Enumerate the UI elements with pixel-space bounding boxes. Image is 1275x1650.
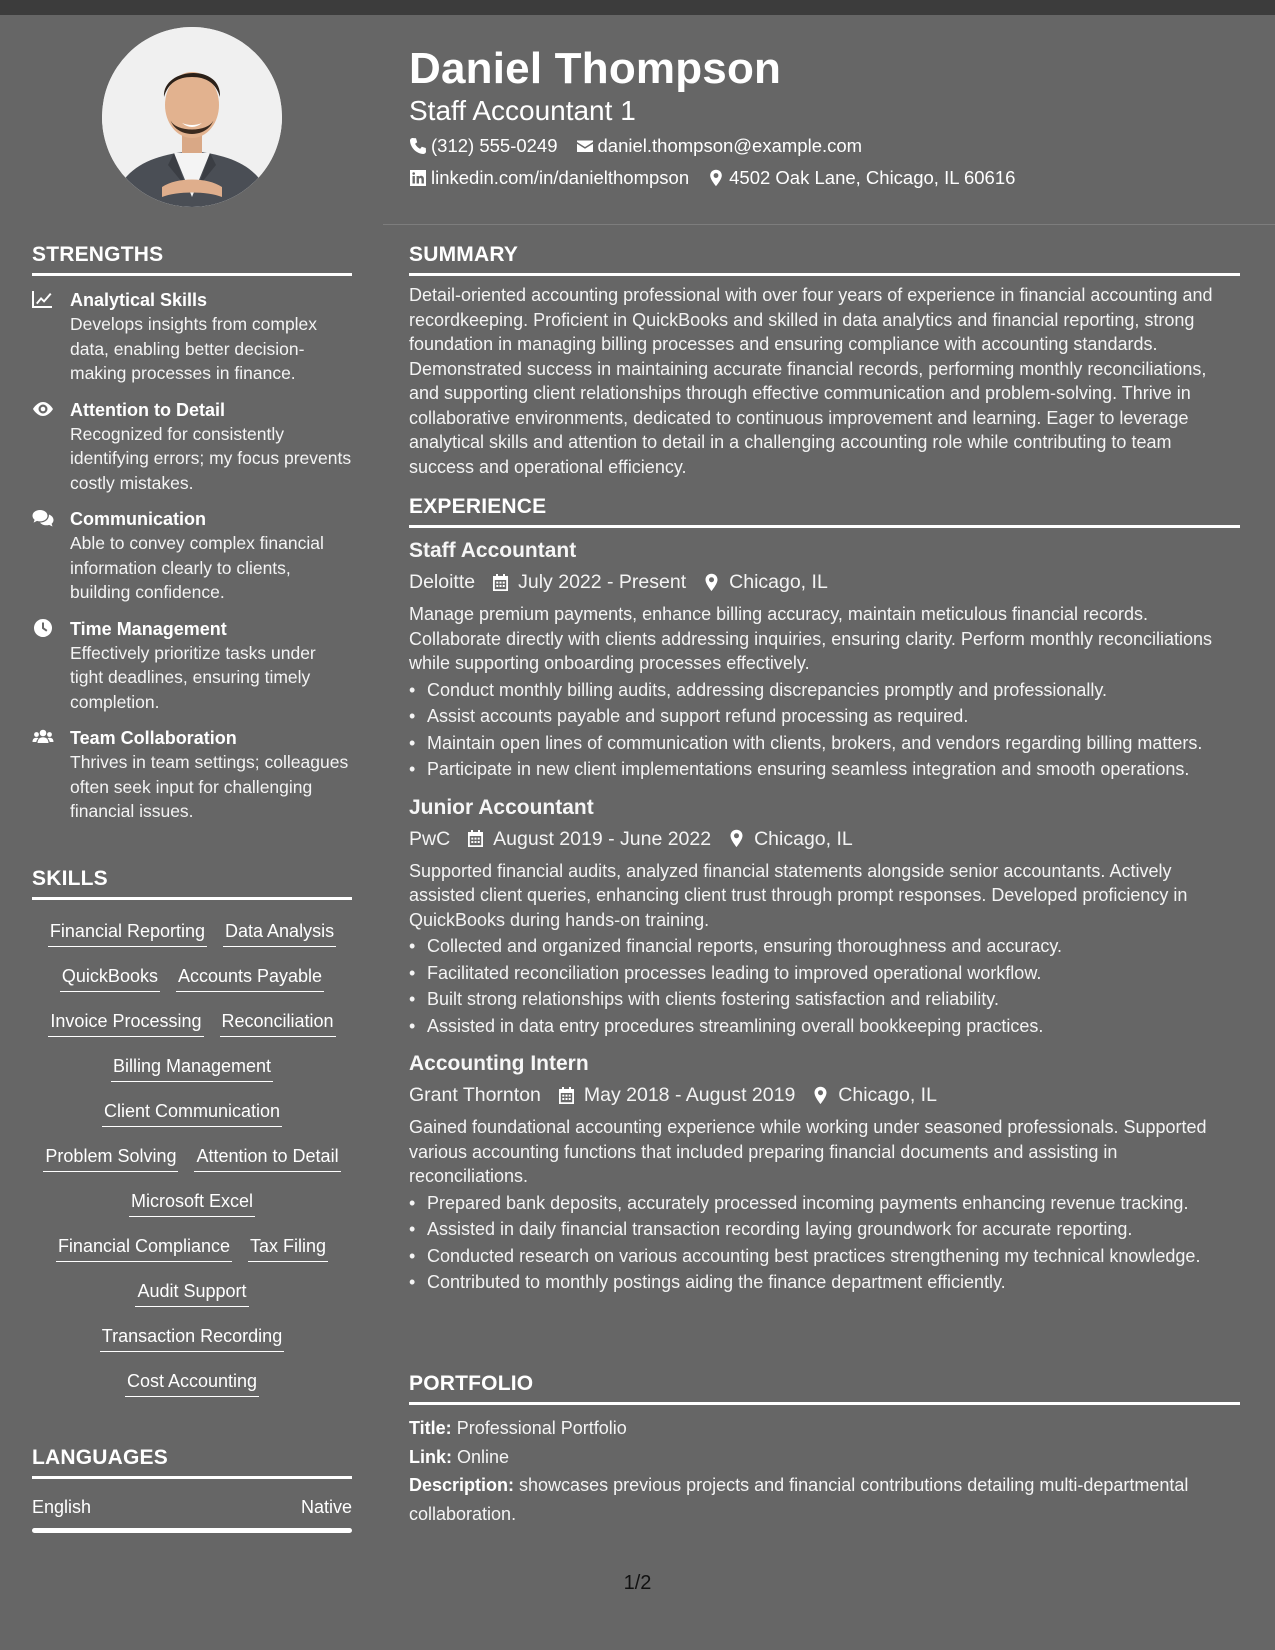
job-bullet: • Built strong relationships with clients fostering satisfaction and reliability. <box>409 987 1240 1012</box>
skills-list <box>32 910 352 1405</box>
job-bullet: • Maintain open lines of communication with clients, brokers, and vendors regarding billing matters. <box>409 731 1240 756</box>
clock-icon <box>32 618 56 640</box>
map-marker-icon <box>698 573 729 592</box>
skill-tag: QuickBooks <box>60 964 160 992</box>
job-entry-title: Staff Accountant <box>409 539 577 562</box>
job-entry <box>409 1050 1240 1295</box>
job-bullets <box>409 1191 1240 1295</box>
envelope-icon <box>576 137 594 155</box>
summary-section <box>409 243 1240 479</box>
skill-tag: Cost Accounting <box>125 1369 259 1397</box>
language-level: Native <box>300 1497 352 1517</box>
comments-icon <box>32 508 56 530</box>
skill-tag: Client Communication <box>102 1099 282 1127</box>
skill-tag: Invoice Processing <box>48 1009 203 1037</box>
skill-tag: Audit Support <box>135 1279 248 1307</box>
company-name: PwC <box>409 827 451 850</box>
portfolio-title-value: Professional Portfolio <box>456 1418 627 1438</box>
skill-tag: Attention to Detail <box>194 1144 340 1172</box>
skill-tag: Microsoft Excel <box>129 1189 255 1217</box>
email-contact[interactable] <box>576 135 863 157</box>
portfolio-desc-value: showcases previous projects and financial contributions detailing multi-departmental collaboration. <box>409 1475 1189 1524</box>
job-bullet: • Participate in new client implementations ensuring seamless integration and smooth operations. <box>409 757 1240 782</box>
job-meta <box>409 567 1240 597</box>
linkedin-icon <box>409 169 427 187</box>
company-name: Deloitte <box>409 571 476 593</box>
experience-heading: EXPERIENCE <box>409 495 1240 528</box>
job-entry-title: Accounting Intern <box>409 1052 589 1075</box>
strength-item <box>32 507 352 605</box>
linkedin-text[interactable]: linkedin.com/in/danielthompson <box>431 167 690 188</box>
portfolio-heading: PORTFOLIO <box>409 1372 1240 1405</box>
summary-heading: SUMMARY <box>409 243 1240 276</box>
job-bullet: • Conduct monthly billing audits, addressing discrepancies promptly and professionally. <box>409 678 1240 703</box>
strength-title: Time Management <box>70 618 227 639</box>
job-bullet: • Assisted in data entry procedures streamlining overall bookkeeping practices. <box>409 1014 1240 1039</box>
calendar-icon <box>462 829 493 848</box>
job-dates: May 2018 - August 2019 <box>583 1084 796 1106</box>
job-bullets <box>409 678 1240 782</box>
job-entry <box>409 794 1240 1039</box>
header-divider <box>383 224 1275 225</box>
job-description: Manage premium payments, enhance billing accuracy, maintain meticulous financial records. Collaborate directly with clients addressing inquiries, ensuring clarity. Perform monthly reconciliations while supporting onboarding processes effectively. <box>409 604 1213 673</box>
job-bullet: • Assist accounts payable and support refund processing as required. <box>409 704 1240 729</box>
skill-tag: Billing Management <box>111 1054 273 1082</box>
strength-title: Communication <box>70 509 207 529</box>
chart-line-icon <box>32 289 56 311</box>
strength-desc: Thrives in team settings; colleagues often seek input for challenging financial issues. <box>70 752 349 821</box>
skill-tag: Accounts Payable <box>176 964 324 992</box>
job-location: Chicago, IL <box>754 827 853 850</box>
job-meta <box>409 1080 1240 1110</box>
phone-contact <box>409 135 558 157</box>
summary-text: Detail-oriented accounting professional with over four years of experience in financial accounting and recordkeeping. Proficient in QuickBooks and skilled in data analytics and financial reporting, strong foundation in managing billing processes and ensuring compliance with accounting standards. Demonstrated success in maintaining accurate financial records, performing monthly reconciliations, and supporting client relationships through effective communication and problem-solving. Thrive in collaborative environments, dedicated to continuous improvement and learning. Eager to leverage analytical skills and attention to detail in a challenging accounting role while contributing to team success and operational efficiency. <box>409 285 1213 477</box>
email-text[interactable]: daniel.thompson@example.com <box>597 135 863 156</box>
job-bullet: • Prepared bank deposits, accurately processed incoming payments enhancing revenue tracking. <box>409 1191 1240 1216</box>
job-location: Chicago, IL <box>729 571 828 593</box>
map-marker-icon <box>723 829 754 848</box>
portfolio-section <box>409 1372 1240 1528</box>
skill-tag: Data Analysis <box>223 919 336 947</box>
phone-text: (312) 555-0249 <box>431 135 558 156</box>
page-number: 1/2 <box>623 1572 652 1594</box>
calendar-icon <box>553 1086 584 1105</box>
strength-item <box>32 398 352 496</box>
strength-desc: Able to convey complex financial information clearly to clients, building confidence. <box>70 533 324 602</box>
job-bullet: • Assisted in daily financial transaction recording laying groundwork for accurate reporting. <box>409 1217 1240 1242</box>
skill-tag: Reconciliation <box>220 1009 336 1037</box>
strength-item <box>32 288 352 386</box>
experience-section <box>409 495 1240 1295</box>
portfolio-link-label: Link: <box>409 1446 452 1467</box>
company-name: Grant Thornton <box>409 1084 541 1106</box>
calendar-icon <box>487 573 518 592</box>
skills-heading: SKILLS <box>32 867 352 900</box>
strength-item <box>32 617 352 715</box>
skill-tag: Financial Compliance <box>56 1234 232 1262</box>
job-description: Gained foundational accounting experience while working under seasoned professionals. Supported various accounting functions that included preparing financial documents and assisting in reconciliations. <box>409 1117 1207 1186</box>
languages-heading: LANGUAGES <box>32 1446 352 1479</box>
map-marker-icon <box>807 1086 838 1105</box>
users-icon <box>32 727 56 749</box>
job-dates: August 2019 - June 2022 <box>493 827 712 850</box>
profile-photo <box>102 27 282 207</box>
address-contact <box>707 167 1015 189</box>
job-bullet: • Facilitated reconciliation processes leading to improved operational workflow. <box>409 961 1240 986</box>
portfolio-link <box>409 1443 1240 1472</box>
strength-title: Attention to Detail <box>70 399 225 420</box>
job-bullets <box>409 934 1240 1038</box>
skill-tag: Tax Filing <box>248 1234 328 1262</box>
candidate-name: Daniel Thompson <box>409 44 782 93</box>
top-bar <box>0 0 1275 15</box>
strength-title: Team Collaboration <box>70 728 237 748</box>
job-dates: July 2022 - Present <box>518 571 687 593</box>
portfolio-description <box>409 1471 1240 1528</box>
eye-icon <box>32 399 56 421</box>
language-name: English <box>32 1497 92 1517</box>
strength-desc: Effectively prioritize tasks under tight deadlines, ensuring timely completion. <box>70 642 316 712</box>
portfolio-title <box>409 1414 1240 1443</box>
map-marker-icon <box>707 169 725 187</box>
skill-tag: Financial Reporting <box>48 919 207 947</box>
job-location: Chicago, IL <box>838 1084 937 1106</box>
job-bullet: • Conducted research on various accounting best practices strengthening my technical knowledge. <box>409 1244 1240 1269</box>
job-bullet: • Contributed to monthly postings aiding the finance department efficiently. <box>409 1270 1240 1295</box>
strengths-section <box>32 243 352 824</box>
language-proficiency-bar <box>32 1528 352 1533</box>
strength-title: Analytical Skills <box>70 290 208 310</box>
strength-desc: Recognized for consistently identifying errors; my focus prevents costly mistakes. <box>70 423 352 493</box>
portfolio-title-label: Title: <box>409 1418 452 1438</box>
job-title: Staff Accountant 1 <box>409 95 636 126</box>
skills-section <box>32 867 352 1405</box>
portfolio-desc-label: Description: <box>409 1475 515 1495</box>
strength-item <box>32 726 352 824</box>
job-entry <box>409 537 1240 782</box>
skill-tag: Problem Solving <box>43 1144 178 1172</box>
language-item <box>32 1497 352 1518</box>
job-meta <box>409 824 1240 854</box>
skill-tag: Transaction Recording <box>100 1324 284 1352</box>
contact-row <box>409 167 1015 189</box>
strengths-heading: STRENGTHS <box>32 243 352 276</box>
phone-icon <box>409 137 427 155</box>
portfolio-link-value[interactable]: Online <box>457 1446 510 1467</box>
address-text: 4502 Oak Lane, Chicago, IL 60616 <box>729 167 1016 188</box>
linkedin-contact[interactable] <box>409 167 689 189</box>
strength-desc: Develops insights from complex data, enabling better decision-making processes in finance. <box>70 314 318 383</box>
job-entry-title: Junior Accountant <box>409 795 594 819</box>
job-description: Supported financial audits, analyzed financial statements alongside senior accountants. Actively assisted client queries, enhancing client trust through prompt responses. Developed proficiency in QuickBooks during hands-on training. <box>409 860 1188 930</box>
languages-section <box>32 1446 352 1533</box>
contact-row <box>409 135 862 157</box>
job-bullet: • Collected and organized financial reports, ensuring thoroughness and accuracy. <box>409 934 1240 959</box>
